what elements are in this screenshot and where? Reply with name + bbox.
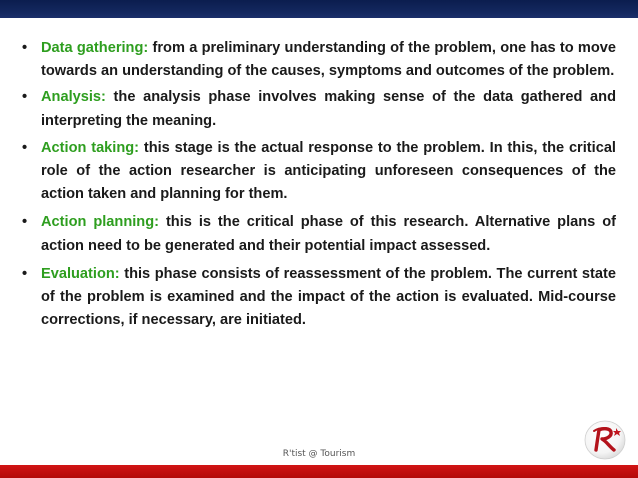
slide-content [22,37,616,335]
bullet-action-planning [22,211,616,257]
bullet-evaluation [22,263,616,333]
bullet-term: Analysis: [41,89,106,106]
bullet-term: Action taking: [41,139,140,156]
bullet-text: from a preliminary understanding of the problem, one has to move towards an understanding of the causes, symptoms and outcomes of the problem. [41,40,617,80]
bullet-icon: • [22,265,28,282]
footer-bar [0,465,638,478]
bullet-term: Evaluation: [41,265,120,282]
bullet-data-gathering [22,37,616,83]
footer-credit: R'tist @ Tourism [282,449,356,459]
bullet-icon: • [22,214,28,231]
bullet-text: this is the critical phase of this research. Alternative plans of action need to be generated and their potential impact assessed. [41,214,616,254]
header-bar [0,0,638,18]
bullet-icon: • [22,40,28,56]
bullet-icon: • [22,89,28,106]
bullet-icon: • [22,139,28,156]
bullet-text: the analysis phase involves making sense of the data gathered and interpreting the meaning. [41,89,616,129]
bullet-text: this stage is the actual response to the problem. In this, the critical role of the action researcher is anticipating unforeseen consequences of the action taken and planning for them. [41,139,616,203]
bullet-term: Action planning: [41,214,159,231]
bullet-analysis [22,86,616,132]
rtist-logo-icon [583,419,627,461]
bullet-action-taking [22,137,616,207]
bullet-text: this phase consists of reassessment of the problem. The current state of the problem is examined and the impact of the action is evaluated. Mid-course corrections, if necessary, are initiated. [41,265,616,329]
bullet-term: Data gathering: [41,40,149,56]
